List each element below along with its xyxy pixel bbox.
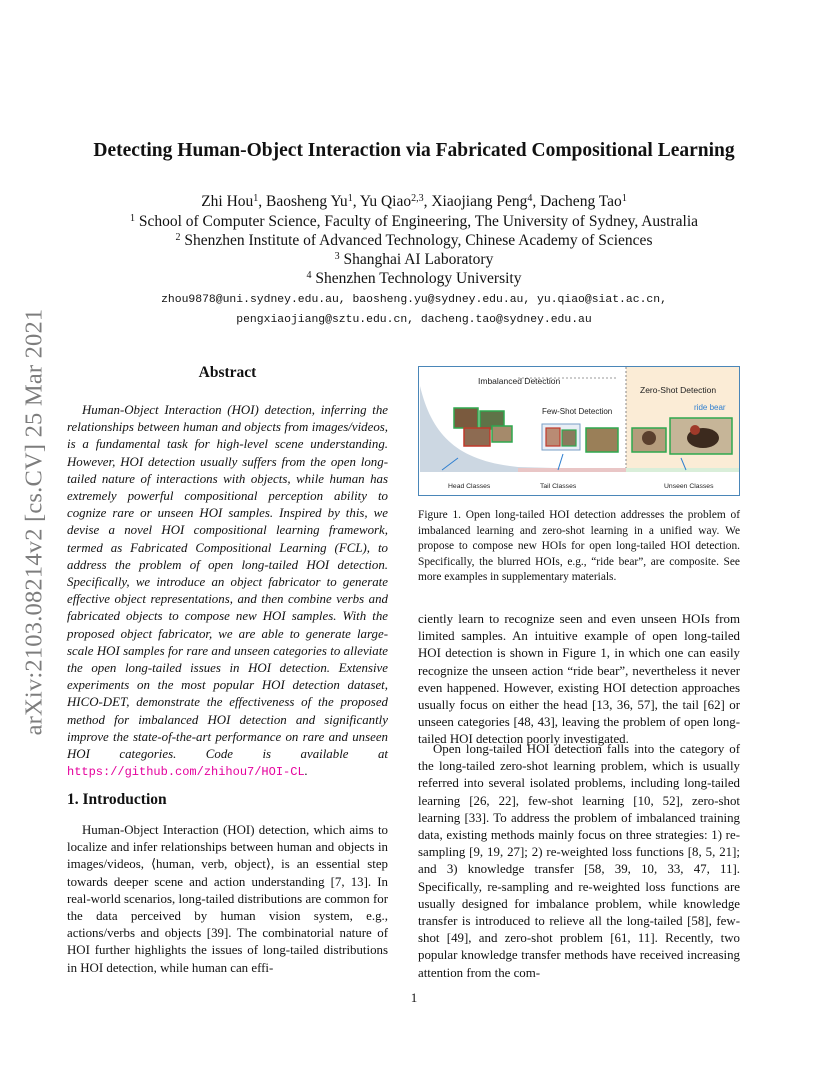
- author-sup: 4: [527, 193, 533, 204]
- page-number: 1: [410, 990, 418, 1005]
- label-head: Head Classes: [448, 483, 491, 490]
- affiliation: [0, 213, 828, 231]
- unseen-band: [626, 468, 739, 472]
- email-line: zhou9878@uni.sydney.edu.au, baosheng.yu@sydney.edu.au, yu.qiao@siat.ac.cn,: [161, 294, 667, 306]
- tail-band: [518, 468, 626, 472]
- email-line: pengxiaojiang@sztu.edu.cn, dacheng.tao@sydney.edu.au: [236, 314, 592, 326]
- affiliation-text: Shenzhen Technology University: [315, 270, 522, 287]
- head-thumb: [492, 426, 512, 442]
- affiliation-sup: 3: [334, 251, 340, 262]
- abstract-body: [67, 402, 388, 781]
- author-sup: 1: [253, 193, 259, 204]
- affiliation: [0, 251, 828, 269]
- author-name: Dacheng Tao: [540, 193, 622, 210]
- affiliation: [0, 232, 828, 250]
- arxiv-stamp-text: arXiv:2103.08214v2 [cs.CV] 25 Mar 2021: [20, 308, 47, 736]
- code-link[interactable]: https://github.com/zhihou7/HOI-CL: [67, 765, 305, 780]
- abstract-end: .: [304, 764, 308, 779]
- affiliation: [0, 270, 828, 288]
- author-name: Zhi Hou: [201, 193, 254, 210]
- rider-shape: [690, 425, 700, 435]
- figure-caption: Figure 1. Open long-tailed HOI detection addresses the problem of imbalanced learning and zero-shot learning in a unified way. We propose to compose new HOIs for open long-tailed HOI detection. Specifically, the blurred HOIs, e.g., “ride bear”, are composite. See more examples in supplementary materials.: [418, 509, 740, 584]
- label-fewshot: Few-Shot Detection: [542, 407, 613, 416]
- label-tail: Tail Classes: [540, 483, 577, 490]
- arxiv-side-stamp: [20, 282, 48, 762]
- label-unseen: Unseen Classes: [664, 483, 714, 490]
- blurred-object: [642, 431, 656, 445]
- head-thumb: [454, 408, 478, 428]
- author-name: Baosheng Yu: [266, 193, 348, 210]
- affiliation-text: Shenzhen Institute of Advanced Technology, Chinese Academy of Sciences: [184, 232, 653, 249]
- author-sup: 2,3: [411, 193, 424, 204]
- author-sup: 1: [347, 193, 353, 204]
- label-imbalanced: Imbalanced Detection: [478, 376, 561, 386]
- intro-paragraph: Human-Object Interaction (HOI) detection, which aims to localize and infer relationships between human and objects in images/videos, ⟨human, verb, object⟩, is an essential step towards deeper scene and action understanding [7, 13]. In real-world scenarios, long-tailed distributions are common for the data perceived by human vision system, e.g., actions/verbs and objects [39]. The combinatorial nature of HOI further highlights the issues of long-tailed distributions in HOI detection, while human can effi-: [67, 823, 388, 975]
- affiliation-text: Shanghai AI Laboratory: [343, 251, 494, 268]
- label-ride-bear: ride bear: [694, 403, 726, 412]
- figure-1: [418, 366, 740, 496]
- author-name: Xiaojiang Peng: [431, 193, 528, 210]
- head-thumb: [464, 428, 490, 446]
- author-sup: 1: [621, 193, 627, 204]
- affiliation-sup: 4: [306, 270, 312, 281]
- right-paragraph-1: ciently learn to recognize seen and even unseen HOIs from limited samples. An intuitive example of open long-tailed HOI detection is shown in Figure 1, in which one can easily recognize the unseen action “ride bear”, nevertheless it never even happened. However, existing HOI detection approaches usually focus on either the head [13, 36, 57], the tail [62] or unseen categories [48, 43], leaving the problem of open long-tailed HOI detection poorly investigated.: [418, 612, 740, 747]
- author-name: Yu Qiao: [359, 193, 412, 210]
- affiliation-sup: 1: [129, 213, 135, 224]
- right-paragraph-2: Open long-tailed HOI detection falls into the category of the long-tailed zero-shot learning problem, which is usually referred into several isolated problems, including long-tailed learning [26, 22], few-shot learning [10, 52], zero-shot learning [33]. To address the problem of imbalanced training data, existing methods mainly focus on three strategies: 1) re-sampling [9, 19, 27]; 2) re-weighted loss functions [8, 5, 21]; and 3) knowledge transfer [58, 39, 10, 33, 47, 11]. Specifically, re-sampling and re-weighted loss functions are usually designed for imbalance problem, while knowledge transfer is introduced to relieve all the long-tailed [58], few-shot [49], and zero-shot problem [61, 11]. Recently, two popular knowledge transfer methods have received increasing attention from the com-: [418, 742, 740, 980]
- abstract-heading: Abstract: [198, 364, 257, 381]
- author-list: Zhi Hou$^1$, Baosheng Yu$^1$, Yu Qiao$^{2,3}$, Xiaojiang Peng$^4$, Dacheng Tao$^1$: [201, 193, 627, 210]
- label-zeroshot: Zero-Shot Detection: [640, 385, 717, 395]
- abstract-text: Human-Object Interaction (HOI) detection, inferring the relationships between human and objects from images/videos, is a fundamental task for high-level scene understanding. However, HOI detection usually suffers from the open long-tailed nature of interactions with objects, while human has extremely powerful compositional perception ability to cognize rare or unseen HOI samples. Inspired by this, we devise a novel HOI compositional learning framework, termed as Fabricated Compositional Learning (FCL), to address the problem of open long-tailed HOI detection. Specifically, we introduce an object fabricator to generate effective object representations, and then combine verbs and fabricated objects to compose new HOI samples. With the proposed object fabricator, we are able to generate large-scale HOI samples for rare and unseen categories to alleviate the open long-tailed issues in HOI detection. Extensive experiments on the most popular HOI detection dataset, HICO-DET, demonstrate the effectiveness of the proposed method for imbalanced HOI detection and significantly improve the state-of-the-art performance on rare and unseen HOI categories. Code is available at: [67, 403, 388, 762]
- tail-thumb: [586, 428, 618, 452]
- affiliation-sup: 2: [175, 232, 181, 243]
- paper-title: Detecting Human-Object Interaction via Fabricated Compositional Learning: [93, 140, 735, 161]
- affiliation-text: School of Computer Science, Faculty of Engineering, The University of Sydney, Australia: [138, 213, 699, 230]
- tail-thumb: [546, 428, 560, 446]
- tail-thumb: [562, 430, 576, 446]
- intro-heading: 1. Introduction: [67, 791, 167, 808]
